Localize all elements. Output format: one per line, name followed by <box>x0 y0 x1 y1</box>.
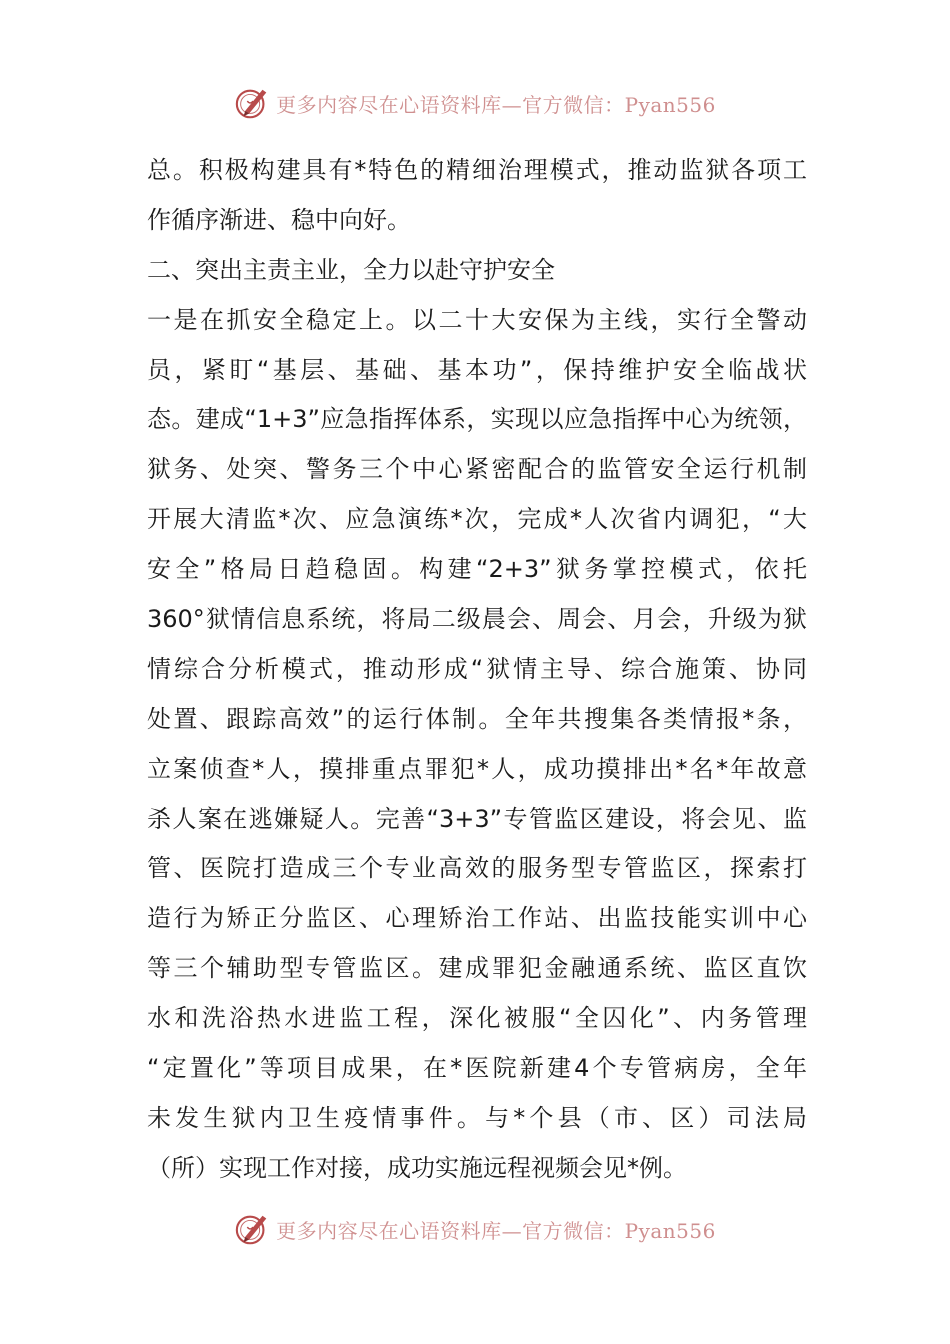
text-line: 等三个辅助型专管监区。建成罪犯金融通系统、监区直饮 <box>147 954 807 983</box>
text-line: 水和洗浴热水进监工程，深化被服“全囚化”、内务管理 <box>147 1004 807 1033</box>
document-body <box>147 146 807 1194</box>
text-line: 作循序渐进、稳中向好。 <box>147 205 411 234</box>
pen-seal-logo-icon <box>234 84 272 122</box>
text-line: 杀人案在逃嫌疑人。完善“3+3”专管监区建设，将会见、监 <box>147 804 807 833</box>
header-watermark-text: 更多内容尽在心语资料库—官方微信：Pyan556 <box>276 92 716 117</box>
footer-watermark-banner <box>0 1209 950 1249</box>
text-line: 安全”格局日趋稳固。构建“2+3”狱务掌控模式，依托 <box>147 555 807 584</box>
text-line: 总。积极构建具有*特色的精细治理模式，推动监狱各项工 <box>147 156 807 184</box>
text-line: 一是在抓安全稳定上。以二十大安保为主线，实行全警动 <box>147 305 807 334</box>
section-heading: 二、突出主责主业，全力以赴守护安全 <box>147 255 555 284</box>
text-line: 员，紧盯“基层、基础、基本功”，保持维护安全临战状 <box>147 355 807 384</box>
text-line: “定置化”等项目成果，在*医院新建4个专管病房，全年 <box>147 1054 807 1083</box>
text-line: 态。建成“1+3”应急指挥体系，实现以应急指挥中心为统领， <box>147 405 807 434</box>
header-watermark-banner <box>0 83 950 123</box>
text-line: 360°狱情信息系统，将局二级晨会、周会、月会，升级为狱 <box>147 605 807 634</box>
text-line: 管、医院打造成三个专业高效的服务型专管监区，探索打 <box>147 854 807 883</box>
text-line: 未发生狱内卫生疫情事件。与*个县（市、区）司法局 <box>147 1103 807 1132</box>
footer-watermark-text: 更多内容尽在心语资料库—官方微信：Pyan556 <box>276 1218 716 1243</box>
text-line: 狱务、处突、警务三个中心紧密配合的监管安全运行机制 <box>147 455 807 484</box>
text-line: 情综合分析模式，推动形成“狱情主导、综合施策、协同 <box>147 654 807 683</box>
text-line: （所）实现工作对接，成功实施远程视频会见*例。 <box>147 1153 687 1182</box>
text-line: 造行为矫正分监区、心理矫治工作站、出监技能实训中心 <box>147 904 807 933</box>
text-line: 立案侦查*人，摸排重点罪犯*人，成功摸排出*名*年故意 <box>147 754 807 783</box>
pen-seal-logo-icon <box>234 1210 272 1248</box>
text-line: 处置、跟踪高效”的运行体制。全年共搜集各类情报*条， <box>147 704 807 733</box>
text-line: 开展大清监*次、应急演练*次，完成*人次省内调犯，“大 <box>147 505 807 534</box>
